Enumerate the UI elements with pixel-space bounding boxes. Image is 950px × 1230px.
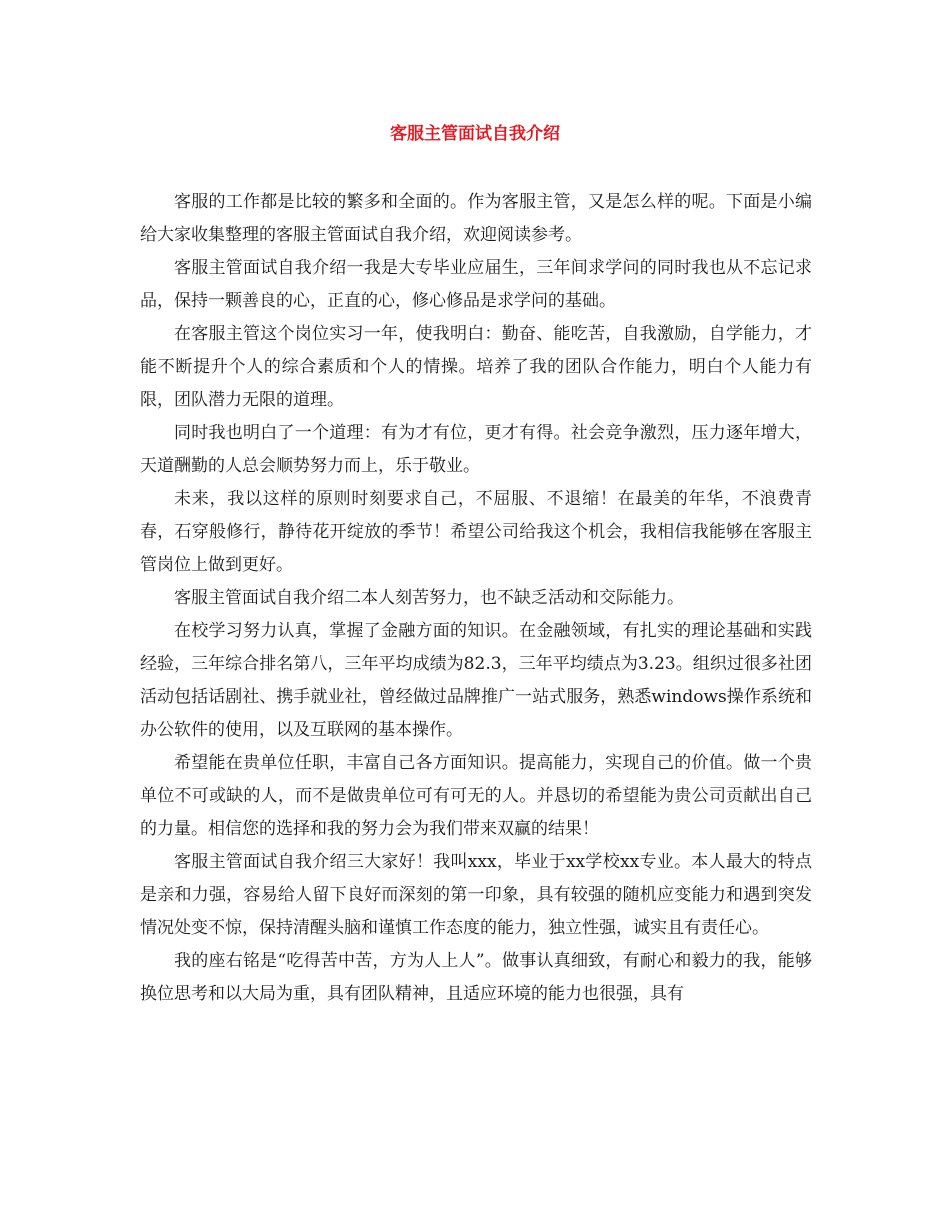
- paragraph: 客服主管面试自我介绍一我是大专毕业应届生，三年间求学问的同时我也从不忘记求品，保持一颗善良的心，正直的心，修心修品是求学问的基础。: [140, 258, 812, 311]
- paragraph: 未来，我以这样的原则时刻要求自己，不屈服、不退缩！在最美的年华，不浪费青春，石穿般修行，静待花开绽放的季节！希望公司给我这个机会，我相信我能够在客服主管岗位上做到更好。: [140, 489, 812, 575]
- paragraph: 同时我也明白了一个道理：有为才有位，更才有得。社会竞争激烈，压力逐年增大，天道酬勤的人总会顺势努力而上，乐于敬业。: [140, 423, 812, 476]
- paragraph: 在校学习努力认真，掌握了金融方面的知识。在金融领域，有扎实的理论基础和实践经验，三年综合排名第八，三年平均成绩为82.3，三年平均绩点为3.23。组织过很多社团活动包括话剧社、携手就业社，曾经做过品牌推广一站式服务，熟悉windows操作系统和办公软件的使用，以及互联网的基本操作。: [140, 621, 812, 740]
- paragraph: 客服主管面试自我介绍二本人刻苦努力，也不缺乏活动和交际能力。: [174, 588, 684, 608]
- paragraph: 客服主管面试自我介绍三大家好！我叫xxx，毕业于xx学校xx专业。本人最大的特点是亲和力强，容易给人留下良好而深刻的第一印象，具有较强的随机应变能力和遇到突发情况处变不惊，保持清醒头脑和谨慎工作态度的能力，独立性强，诚实且有责任心。: [140, 852, 812, 938]
- paragraph: 希望能在贵单位任职，丰富自己各方面知识。提高能力，实现自己的价值。做一个贵单位不可或缺的人，而不是做贵单位可有可无的人。并恳切的希望能为贵公司贡献出自己的力量。相信您的选择和我的努力会为我们带来双赢的结果！: [140, 753, 812, 839]
- document-title: 客服主管面试自我介绍: [390, 124, 560, 144]
- paragraph: 在客服主管这个岗位实习一年，使我明白：勤奋、能吃苦，自我激励，自学能力，才能不断提升个人的综合素质和个人的情操。培养了我的团队合作能力，明白个人能力有限，团队潜力无限的道理。: [140, 324, 812, 410]
- paragraph: 客服的工作都是比较的繁多和全面的。作为客服主管，又是怎么样的呢。下面是小编给大家收集整理的客服主管面试自我介绍，欢迎阅读参考。: [140, 192, 812, 245]
- paragraph: 我的座右铭是“吃得苦中苦，方为人上人”。做事认真细致，有耐心和毅力的我，能够换位思考和以大局为重，具有团队精神，且适应环境的能力也很强，具有: [140, 951, 812, 1004]
- document-body: [140, 186, 812, 1011]
